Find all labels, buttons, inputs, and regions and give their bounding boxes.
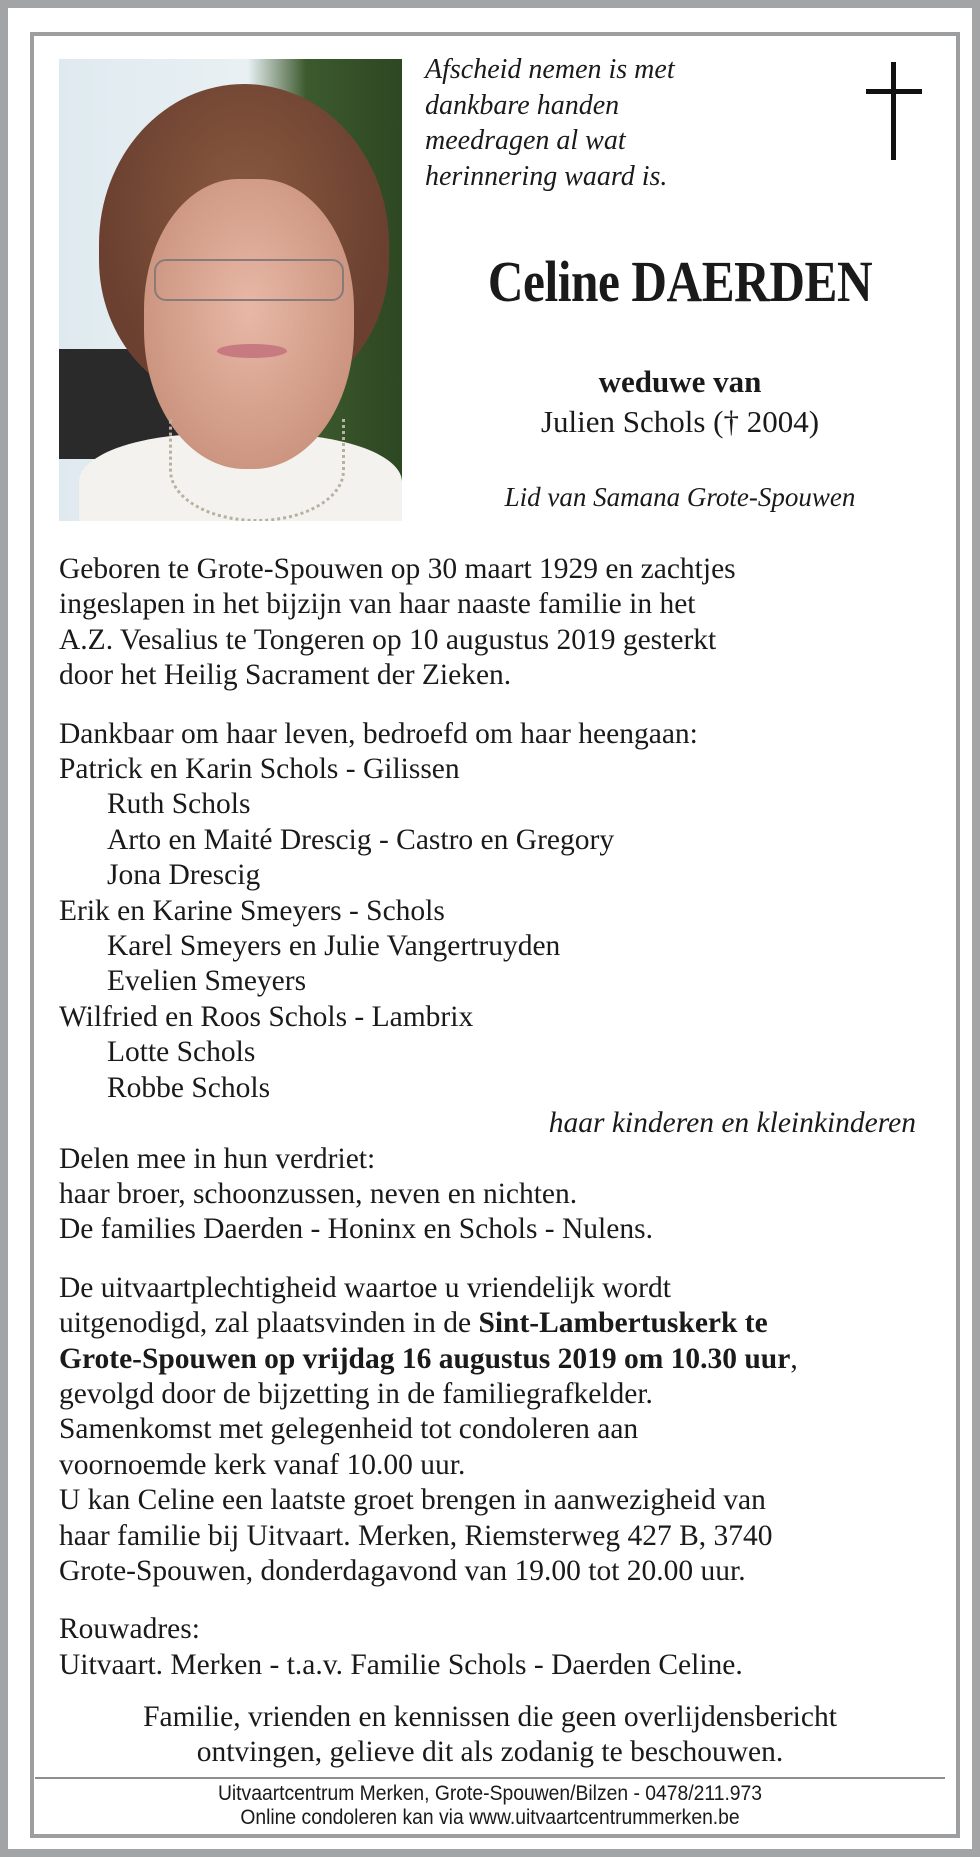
sharing-line: haar broer, schoonzussen, neven en nichten. <box>59 1177 578 1210</box>
family-intro: Dankbaar om haar leven, bedroefd om haar heengaan: <box>59 717 698 750</box>
widow-info <box>425 362 935 442</box>
notice-line: ontvingen, gelieve dit als zodanig te beschouwen. <box>196 1736 784 1768</box>
quote-line: herinnering waard is. <box>425 160 668 192</box>
family-member: Erik en Karine Smeyers - Schols <box>59 894 445 927</box>
text-line: Geboren te Grote-Spouwen op 30 maart 1929 en zachtjes <box>59 553 736 585</box>
family-member: Karel Smeyers en Julie Vangertruyden <box>107 930 561 963</box>
text-line: haar familie bij Uitvaart. Merken, Riemsterweg 427 B, 3740 <box>59 1519 773 1552</box>
text-line: voornoemde kerk vanaf 10.00 uur. <box>59 1448 466 1481</box>
sharing-line: Delen mee in hun verdriet: <box>59 1142 376 1175</box>
family-signature: haar kinderen en kleinkinderen <box>548 1107 916 1140</box>
family-member: Robbe Schols <box>107 1071 271 1104</box>
family-member: Ruth Schols <box>107 788 251 821</box>
cross-icon <box>866 62 922 160</box>
address-value: Uitvaart. Merken - t.a.v. Familie Schols - Daerden Celine. <box>59 1648 743 1681</box>
family-member: Arto en Maité Drescig - Castro en Gregory <box>107 823 615 856</box>
text-line: ingeslapen in het bijzijn van haar naaste familie in het <box>59 588 696 621</box>
text-line: Samenkomst met gelegenheid tot condoleren aan <box>59 1413 639 1446</box>
photo-necklace <box>169 419 345 521</box>
family-member: Jona Drescig <box>107 859 261 892</box>
notice-line: Familie, vrienden en kennissen die geen overlijdensbericht <box>143 1701 837 1733</box>
text-segment: uitgenodigd, zal plaatsvinden in de <box>59 1307 479 1340</box>
ceremony-paragraph <box>59 1271 929 1590</box>
obituary-body <box>59 552 929 1706</box>
online-condolence-link[interactable]: Online condoleren kan via www.uitvaartcentrummerken.be <box>240 1806 740 1829</box>
spouse-name: Julien Schols († 2004) <box>540 404 820 439</box>
text-line <box>59 1306 929 1341</box>
family-paragraph <box>59 717 929 1248</box>
photo-smile <box>217 344 287 358</box>
address-label: Rouwadres: <box>59 1613 200 1646</box>
quote-line: Afscheid nemen is met <box>425 54 675 85</box>
church-name: Sint-Lambertuskerk te <box>478 1307 768 1340</box>
text-line: door het Heilig Sacrament der Zieken. <box>59 659 512 692</box>
text-line: De uitvaartplechtigheid waartoe u vriendelijk wordt <box>59 1271 671 1304</box>
family-member: Lotte Schols <box>107 1036 256 1069</box>
text-line: A.Z. Vesalius te Tongeren op 10 augustus 2019 gesterkt <box>59 623 717 656</box>
funeral-home-contact: Uitvaartcentrum Merken, Grote-Spouwen/Bilzen - 0478/211.973 <box>217 1782 763 1805</box>
text-segment: , <box>790 1342 798 1375</box>
family-member: Patrick en Karin Schols - Gilissen <box>59 753 460 786</box>
memorial-quote <box>425 52 675 194</box>
notice <box>30 1700 950 1770</box>
sharing-line: De families Daerden - Honinx en Schols - Nulens. <box>59 1213 653 1246</box>
deceased-name: Celine DAERDEN <box>487 249 873 314</box>
address-paragraph <box>59 1612 929 1683</box>
family-member: Wilfried en Roos Schols - Lambrix <box>59 1000 474 1033</box>
text-line <box>59 1342 929 1377</box>
text-line: Grote-Spouwen, donderdagavond van 19.00 tot 20.00 uur. <box>59 1554 746 1587</box>
membership: Lid van Samana Grote-Spouwen <box>504 482 856 512</box>
footer-divider <box>35 1777 945 1779</box>
text-line: gevolgd door de bijzetting in de familiegrafkelder. <box>59 1377 653 1410</box>
birth-paragraph <box>59 552 929 694</box>
footer <box>67 1782 913 1830</box>
portrait-photo <box>59 59 402 521</box>
ceremony-date-time: Grote-Spouwen op vrijdag 16 augustus 2019 om 10.30 uur <box>59 1342 791 1375</box>
text-line: U kan Celine een laatste groet brengen in aanwezigheid van <box>59 1484 766 1517</box>
quote-line: meedragen al wat <box>425 125 626 156</box>
quote-line: dankbare handen <box>425 89 620 121</box>
photo-glasses <box>154 259 344 301</box>
family-member: Evelien Smeyers <box>107 965 307 998</box>
widow-label: weduwe van <box>598 364 762 399</box>
